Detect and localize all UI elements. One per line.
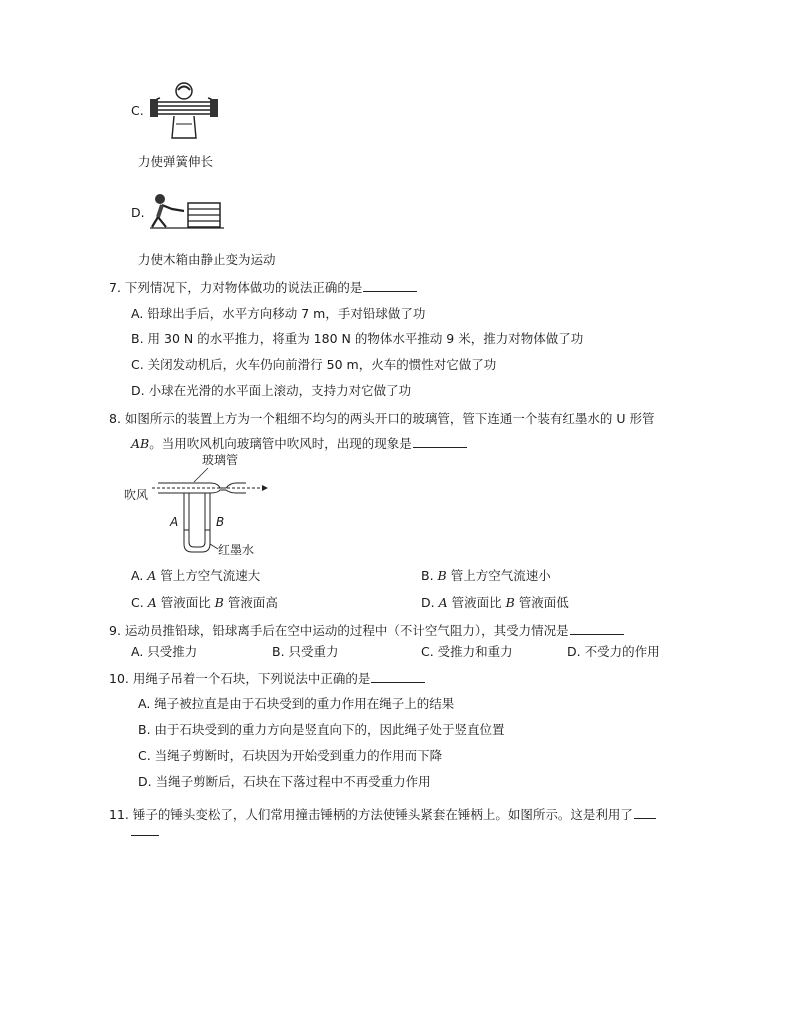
question-7-option-c: C. 关闭发动机后，火车仍向前滑行 50 m，火车的惯性对它做了功: [131, 357, 497, 372]
question-9-stem: [109, 621, 624, 639]
option-c-letter: C.: [131, 103, 144, 118]
question-10-option-c: C. 当绳子剪断时，石块因为开始受到重力的作用而下降: [138, 748, 443, 763]
answer-blank-continued[interactable]: [131, 824, 159, 836]
question-8-text: 。当用吹风机向玻璃管中吹风时，出现的现象是: [149, 436, 412, 451]
question-7-option-d: D. 小球在光滑的水平面上滚动，支持力对它做了功: [131, 383, 412, 398]
question-9-option-b: B. 只受重力: [272, 644, 339, 659]
option-c-caption: 力使弹簧伸长: [138, 154, 214, 169]
answer-blank[interactable]: [634, 807, 656, 819]
question-11-text: 11. 锤子的锤头变松了，人们常用撞击锤柄的方法使锤头紧套在锤柄上。如图所示。这是利用了: [109, 807, 633, 822]
answer-blank[interactable]: [570, 623, 624, 635]
question-11-stem: [109, 805, 656, 823]
question-10-stem: [109, 669, 425, 687]
answer-blank[interactable]: [363, 280, 417, 292]
option-d-letter: D.: [131, 205, 145, 220]
question-10-option-b: B. 由于石块受到的重力方向是竖直向下的，因此绳子处于竖直位置: [138, 722, 505, 737]
question-8-option-a: A. A 管上方空气流速大: [131, 568, 261, 583]
question-7-option-b: B. 用 30 N 的水平推力，将重为 180 N 的物体水平推动 9 米，推力对物体做了功: [131, 331, 584, 346]
b-label: B: [216, 515, 225, 529]
red-ink-label: 红墨水: [218, 543, 255, 557]
venturi-u-tube-figure: [122, 452, 272, 560]
question-8-stem-line2: [131, 434, 467, 452]
question-9-option-d: D. 不受力的作用: [567, 644, 660, 659]
wind-label: 吹风: [124, 488, 149, 502]
question-8-option-d: D. A 管液面比 B 管液面低: [421, 595, 569, 610]
question-8-option-c: C. A 管液面比 B 管液面高: [131, 595, 278, 610]
question-9-text: 9. 运动员推铅球，铅球离手后在空中运动的过程中（不计空气阻力），其受力情况是: [109, 623, 569, 638]
tube-label: 玻璃管: [202, 453, 239, 467]
answer-blank[interactable]: [371, 671, 425, 683]
question-8-stem-line1: 8. 如图所示的装置上方为一个粗细不均匀的两头开口的玻璃管，管下连通一个装有红墨水的 U 形管: [109, 411, 655, 426]
question-10-option-a: A. 绳子被拉直是由于石块受到的重力作用在绳子上的结果: [138, 696, 455, 711]
question-7-option-a: A. 铅球出手后，水平方向移动 7 m，手对铅球做了功: [131, 306, 426, 321]
question-10-text: 10. 用绳子吊着一个石块，下列说法中正确的是: [109, 671, 371, 686]
question-9-option-c: C. 受推力和重力: [421, 644, 513, 659]
answer-blank[interactable]: [413, 436, 467, 448]
var-ab: AB: [131, 436, 150, 451]
option-d-caption: 力使木箱由静止变为运动: [138, 252, 276, 267]
question-8-option-b: B. B 管上方空气流速小: [421, 568, 551, 583]
question-7-stem: [109, 278, 417, 296]
spring-stretch-figure: [148, 78, 220, 146]
push-box-figure: [150, 193, 224, 233]
question-9-option-a: A. 只受推力: [131, 644, 198, 659]
question-10-option-d: D. 当绳子剪断后，石块在下落过程中不再受重力作用: [138, 774, 431, 789]
question-7-text: 7. 下列情况下，力对物体做功的说法正确的是: [109, 280, 363, 295]
a-label: A: [170, 515, 179, 529]
